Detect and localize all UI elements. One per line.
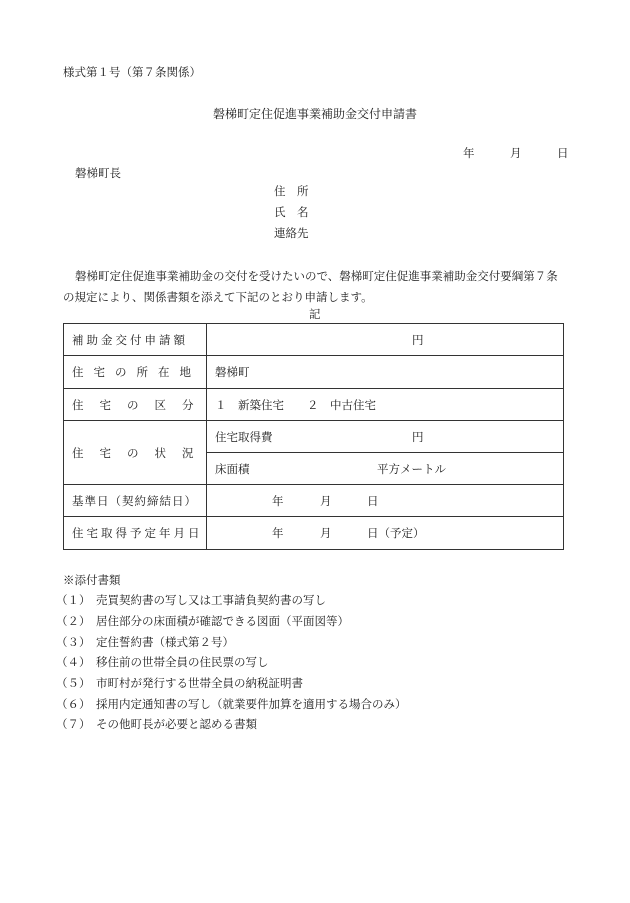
addressee: 磐梯町長 xyxy=(75,166,121,180)
table-row xyxy=(64,421,564,453)
date-day: 日 xyxy=(557,146,569,160)
row-label-amount: 補助金交付申請額 xyxy=(64,324,207,356)
list-item: （１） 売買契約書の写し又は工事請負契約書の写し xyxy=(56,593,326,607)
row-label-location: 住宅の所在地 xyxy=(64,356,207,389)
list-item: （３） 定住誓約書（様式第２号） xyxy=(56,635,234,649)
applicant-address-label: 住 所 xyxy=(274,184,309,198)
location-field[interactable]: 磐梯町 xyxy=(207,356,564,389)
applicant-name-label: 氏 名 xyxy=(274,205,309,219)
list-item: （４） 移住前の世帯全員の住民票の写し xyxy=(56,655,269,669)
yen-unit: 円 xyxy=(412,332,424,347)
ki-marker: 記 xyxy=(309,307,321,321)
list-item: （５） 市町村が発行する世帯全員の納税証明書 xyxy=(56,676,303,690)
category-field[interactable]: １ 新築住宅 ２ 中古住宅 xyxy=(207,389,564,421)
table-row xyxy=(64,517,564,550)
row-label-status: 住宅の状況 xyxy=(64,421,207,485)
date-year: 年 xyxy=(463,146,475,160)
table-row xyxy=(64,389,564,421)
attachments-heading: ※添付書類 xyxy=(63,573,121,587)
application-table xyxy=(63,323,564,550)
applicant-contact-label: 連絡先 xyxy=(274,226,309,240)
table-row xyxy=(64,485,564,517)
row-label-base-date: 基準日（契約締結日） xyxy=(64,485,207,517)
row-label-planned-date: 住宅取得予定年月日 xyxy=(64,517,207,550)
planned-date-field[interactable]: 年 月 日（予定） xyxy=(207,517,564,550)
table-row xyxy=(64,324,564,356)
body-paragraph: 磐梯町定住促進事業補助金の交付を受けたいので、磐梯町定住促進事業補助金交付要綱第７条の規定により、関係書類を添えて下記のとおり申請します。 xyxy=(63,269,558,304)
base-date-field[interactable]: 年 月 日 xyxy=(207,485,564,517)
document-title: 磐梯町定住促進事業補助金交付申請書 xyxy=(212,107,417,121)
form-number: 様式第１号（第７条関係） xyxy=(63,65,201,79)
list-item: （２） 居住部分の床面積が確認できる図面（平面図等） xyxy=(56,614,349,628)
acquisition-cost-field[interactable]: 住宅取得費 円 xyxy=(207,421,564,453)
date-month: 月 xyxy=(510,146,522,160)
row-label-category: 住宅の区分 xyxy=(64,389,207,421)
list-item: （７） その他町長が必要と認める書類 xyxy=(56,717,257,731)
floor-area-field[interactable]: 床面積 平方メートル xyxy=(207,453,564,485)
amount-field[interactable] xyxy=(207,324,564,356)
table-row xyxy=(64,356,564,389)
list-item: （６） 採用内定通知書の写し（就業要件加算を適用する場合のみ） xyxy=(56,697,407,711)
